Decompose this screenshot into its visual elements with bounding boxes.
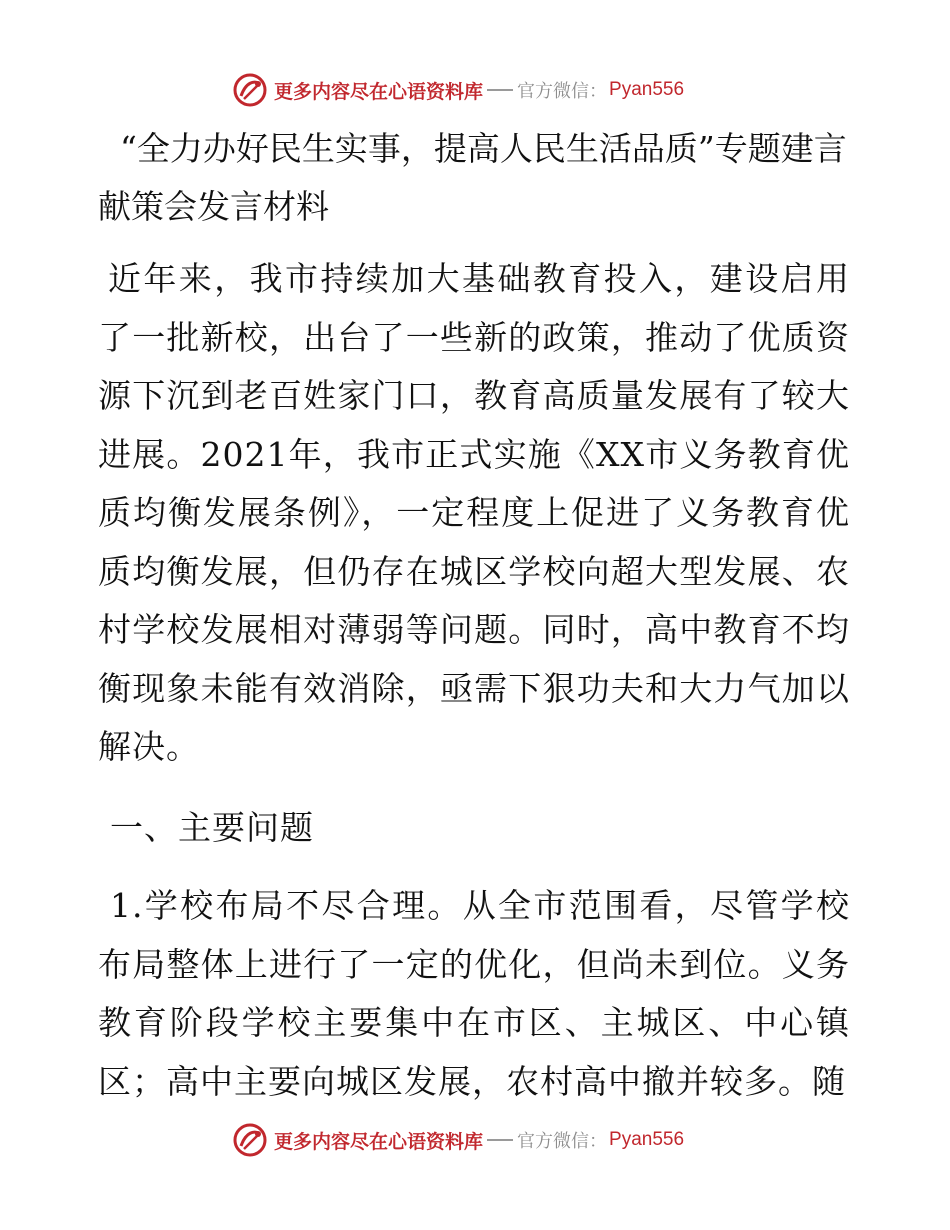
footer-watermark — [232, 1120, 684, 1160]
watermark-separator — [487, 89, 513, 91]
watermark-brand-text: 更多内容尽在心语资料库 — [274, 1130, 484, 1153]
watermark-separator — [487, 1139, 513, 1141]
header-watermark — [232, 70, 684, 110]
watermark-wechat-id: Pyan556 — [609, 1129, 685, 1150]
document-title: “全力办好民生实事，提高人民生活品质”专题建言献策会发言材料 — [98, 129, 847, 226]
brand-logo-icon — [232, 72, 268, 108]
watermark-wechat-label: 官方微信： — [517, 1131, 608, 1152]
brand-logo-icon — [232, 1122, 268, 1158]
watermark-wechat-label: 官方微信： — [517, 81, 608, 102]
section-heading: 一、主要问题 — [110, 807, 314, 847]
watermark-brand-text: 更多内容尽在心语资料库 — [274, 80, 484, 103]
paragraph-intro: 近年来，我市持续加大基础教育投入，建设启用了一批新校，出台了一些新的政策，推动了优质资源下沉到老百姓家门口，教育高质量发展有了较大进展。2021年，我市正式实施《XX市义务教育优质均衡发展条例》，一定程度上促进了义务教育优质均衡发展，但仍存在城区学校向超大型发展、农村学校发展相对薄弱等问题。同时，高中教育不均衡现象未能有效消除，亟需下狠功夫和大力气加以解决。 — [98, 259, 850, 766]
watermark-wechat-id: Pyan556 — [609, 79, 685, 100]
paragraph-problem-1: 1.学校布局不尽合理。从全市范围看，尽管学校布局整体上进行了一定的优化，但尚未到位。义务教育阶段学校主要集中在市区、主城区、中心镇区；高中主要向城区发展，农村高中撤并较多。随 — [98, 886, 850, 1101]
document-body — [98, 120, 850, 1111]
